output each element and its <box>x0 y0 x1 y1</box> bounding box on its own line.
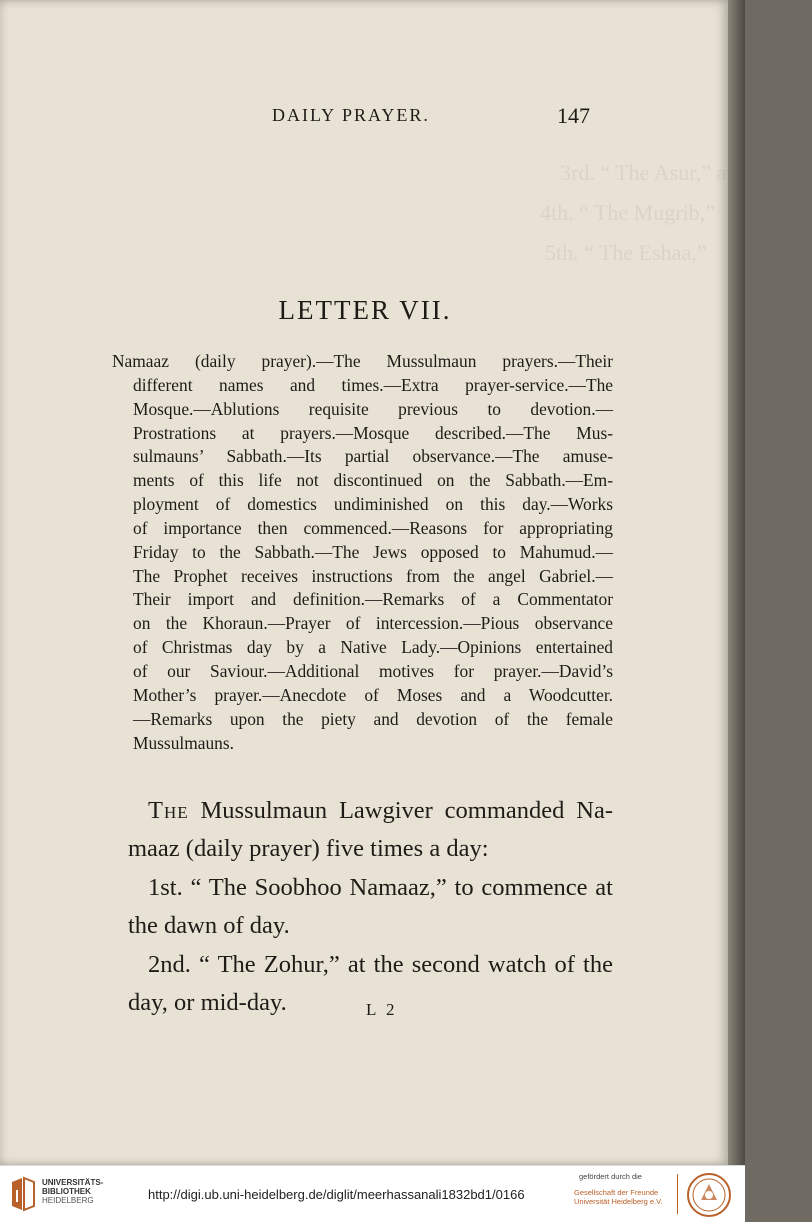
summary-line: Their import and definition.—Remarks of a Commentator <box>133 589 613 610</box>
library-name-line: UNIVERSITÄTS- <box>42 1178 104 1187</box>
bleed-through-text: 5th. “ The Eshaa,” <box>545 240 707 265</box>
library-name-line: BIBLIOTHEK <box>42 1187 91 1196</box>
bleed-through-text: 4th. “ The Mugrib,” <box>540 200 715 225</box>
running-head <box>272 103 590 131</box>
summary-line: different names and times.—Extra prayer-service.—The <box>133 374 613 395</box>
summary-line: sulmauns’ Sabbath.—Its partial observance.—The amuse- <box>133 446 613 467</box>
summary-line: Mussulmauns. <box>133 732 234 753</box>
sponsor-name: Gesellschaft der Freunde <box>574 1188 659 1197</box>
summary-line: —Remarks upon the piety and devotion of the female <box>133 708 613 729</box>
body-line-rest: Mussulmaun Lawgiver commanded Na- <box>188 797 613 824</box>
page-edge <box>728 0 745 1165</box>
letter-heading: LETTER VII. <box>278 295 452 325</box>
sponsor-label: gefördert durch die <box>579 1172 642 1181</box>
summary-line: Mosque.—Ablutions requisite previous to devotion.— <box>133 398 613 419</box>
footer-bar <box>0 1165 745 1222</box>
body-line <box>128 792 613 830</box>
summary-line: Mother’s prayer.—Anecdote of Moses and a Woodcutter. <box>133 684 613 705</box>
summary-line: ployment of domestics undiminished on this day.—Works <box>133 494 613 515</box>
summary-line: on the Khoraun.—Prayer of intercession.—Pious observance <box>133 613 613 634</box>
running-head-title: DAILY PRAYER. <box>272 105 430 125</box>
university-seal-icon[interactable] <box>686 1172 732 1218</box>
body-line: the dawn of day. <box>128 912 290 940</box>
summary-line: Prostrations at prayers.—Mosque described.—The Mus- <box>133 422 613 443</box>
summary-line: Namaaz (daily prayer).—The Mussulmaun prayers.—Their <box>112 351 613 371</box>
summary-line: The Prophet receives instructions from the angel Gabriel.— <box>133 565 613 586</box>
body-line: maaz (daily prayer) five times a day: <box>128 835 489 863</box>
sponsor-block <box>574 1172 678 1206</box>
summary-line: of Christmas day by a Native Lady.—Opinions entertained <box>133 637 613 658</box>
summary-line: of importance then commenced.—Reasons for appropriating <box>133 517 613 538</box>
signature-mark: L 2 <box>366 1000 398 1019</box>
first-word: The <box>148 797 189 824</box>
library-logo-icon[interactable] <box>6 1176 40 1214</box>
summary-line: Friday to the Sabbath.—The Jews opposed to Mahumud.— <box>133 541 613 562</box>
body-line: day, or mid-day. <box>128 989 287 1017</box>
sponsor-name: Universität Heidelberg e.V. <box>574 1197 663 1206</box>
library-name-line: HEIDELBERG <box>42 1196 94 1205</box>
page-number: 147 <box>557 103 590 128</box>
summary-line: ments of this life not discontinued on the Sabbath.—Em- <box>133 470 613 491</box>
body-text <box>128 792 613 1022</box>
body-line: 2nd. “ The Zohur,” at the second watch of the <box>148 950 613 978</box>
source-url-link[interactable]: http://digi.ub.uni-heidelberg.de/diglit/meerhassanali1832bd1/0166 <box>148 1187 525 1202</box>
chapter-summary <box>112 350 613 755</box>
footer-divider <box>677 1174 678 1214</box>
summary-line: of our Saviour.—Additional motives for prayer.—David’s <box>133 660 613 681</box>
bleed-through-text: 3rd. “ The Asur,” at the third <box>560 160 812 185</box>
library-name <box>42 1178 103 1205</box>
body-line: 1st. “ The Soobhoo Namaaz,” to commence at <box>148 873 613 901</box>
